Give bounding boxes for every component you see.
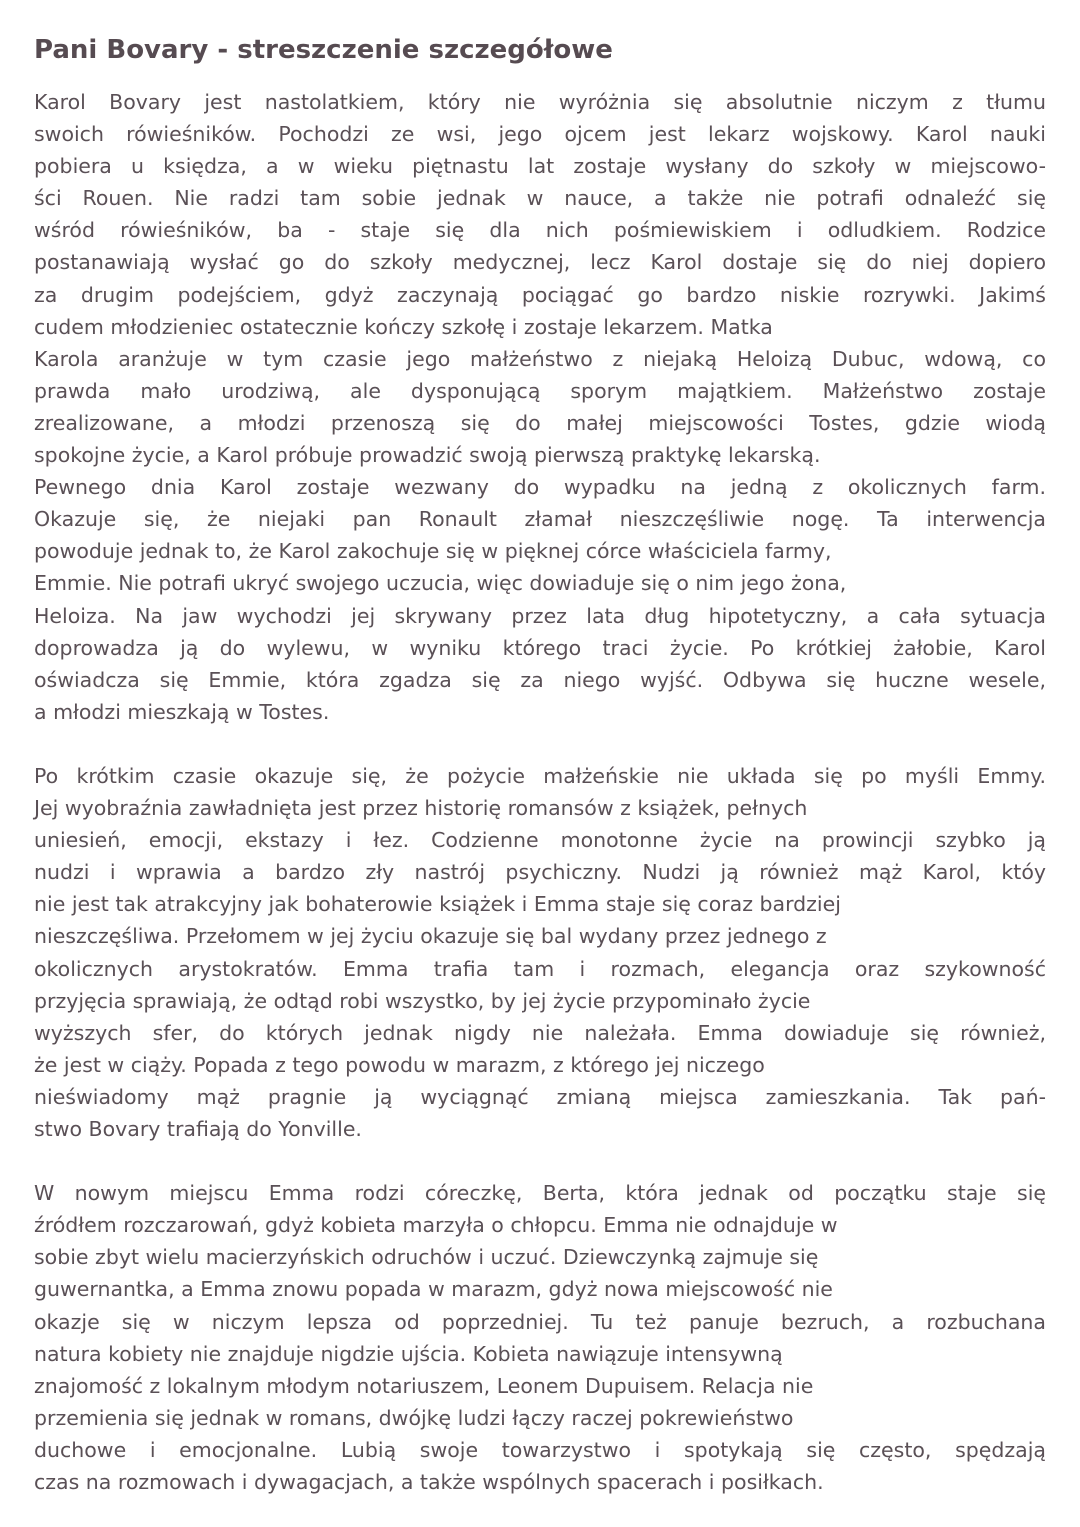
document-body: [34, 86, 1046, 1498]
text-line: prawda mało urodziwą, ale dysponującą sporym majątkiem. Małżeństwo zostaje: [34, 378, 1046, 403]
text-line: Po krótkim czasie okazuje się, że pożycie małżeńskie nie układa się po myśli Emmy.: [34, 763, 1046, 788]
text-line: wśród rówieśników, ba - staje się dla nich pośmiewiskiem i odludkiem. Rodzice: [34, 218, 1046, 243]
text-line: przyjęcia sprawiają, że odtąd robi wszystko, by jej życie przypominało życie: [34, 988, 811, 1013]
text-line: natura kobiety nie znajduje nigdzie ujścia. Kobieta nawiązuje intensywną: [34, 1341, 783, 1366]
text-line: nudzi i wprawia a bardzo zły nastrój psychiczny. Nudzi ją również mąż Karol, któy: [34, 860, 1046, 885]
text-line: czas na rozmowach i dywagacjach, a także wspólnych spacerach i posiłkach.: [34, 1470, 824, 1495]
paragraph-break: [34, 1145, 1046, 1177]
paragraph-break: [34, 728, 1046, 760]
text-line: że jest w ciąży. Popada z tego powodu w marazm, z którego jej niczego: [34, 1052, 765, 1077]
text-line: wyższych sfer, do których jednak nigdy nie należała. Emma dowiaduje się również,: [34, 1020, 1046, 1045]
text-line: za drugim podejściem, gdyż zaczynają pociągać go bardzo niskie rozrywki. Jakimś: [34, 282, 1046, 307]
document-page: [34, 30, 1046, 1498]
text-line: zrealizowane, a młodzi przenoszą się do małej miejscowości Tostes, gdzie wiodą: [34, 410, 1046, 435]
text-line: Emmie. Nie potrafi ukryć swojego uczucia, więc dowiaduje się o nim jego żona,: [34, 571, 847, 596]
text-line: swoich rówieśników. Pochodzi ze wsi, jego ojcem jest lekarz wojskowy. Karol nauki: [34, 122, 1046, 147]
text-line: powoduje jednak to, że Karol zakochuje się w pięknej córce właściciela farmy,: [34, 539, 832, 564]
text-line: Okazuje się, że niejaki pan Ronault złamał nieszczęśliwie nogę. Ta interwencja: [34, 507, 1046, 532]
text-line: postanawiają wysłać go do szkoły medycznej, lecz Karol dostaje się do niej dopiero: [34, 250, 1046, 275]
text-line: a młodzi mieszkają w Tostes.: [34, 699, 330, 724]
text-line: źródłem rozczarowań, gdyż kobieta marzyła o chłopcu. Emma nie odnajduje w: [34, 1213, 838, 1238]
text-line: guwernantka, a Emma znowu popada w marazm, gdyż nowa miejscowość nie: [34, 1277, 833, 1302]
text-line: przemienia się jednak w romans, dwójkę ludzi łączy raczej pokrewieństwo: [34, 1405, 794, 1430]
text-line: sobie zbyt wielu macierzyńskich odruchów i uczuć. Dziewczynką zajmuje się: [34, 1245, 819, 1270]
text-line: nieszczęśliwa. Przełomem w jej życiu okazuje się bal wydany przez jednego z: [34, 924, 827, 949]
text-line: oświadcza się Emmie, która zgadza się za niego wyjść. Odbywa się huczne wesele,: [34, 667, 1046, 692]
text-line: W nowym miejscu Emma rodzi córeczkę, Berta, która jednak od początku staje się: [34, 1181, 1046, 1206]
text-line: duchowe i emocjonalne. Lubią swoje towarzystwo i spotykają się często, spędzają: [34, 1437, 1046, 1462]
text-line: doprowadza ją do wylewu, w wyniku którego traci życie. Po krótkiej żałobie, Karol: [34, 635, 1046, 660]
text-line: Karol Bovary jest nastolatkiem, który nie wyróżnia się absolutnie niczym z tłumu: [34, 90, 1046, 114]
text-line: spokojne życie, a Karol próbuje prowadzić swoją pierwszą praktykę lekarską.: [34, 443, 821, 468]
text-line: pobiera u księdza, a w wieku piętnastu lat zostaje wysłany do szkoły w miejscowo-: [34, 154, 1046, 179]
text-line: ści Rouen. Nie radzi tam sobie jednak w nauce, a także nie potrafi odnaleźć się: [34, 186, 1046, 211]
text-line: Karola aranżuje w tym czasie jego małżeństwo z niejaką Heloizą Dubuc, wdową, co: [34, 346, 1046, 371]
text-line: Heloiza. Na jaw wychodzi jej skrywany przez lata dług hipotetyczny, a cała sytuacja: [34, 603, 1046, 628]
text-line: okazje się w niczym lepsza od poprzedniej. Tu też panuje bezruch, a rozbuchana: [34, 1309, 1046, 1334]
text-line: nieświadomy mąż pragnie ją wyciągnąć zmianą miejsca zamieszkania. Tak pań-: [34, 1084, 1046, 1109]
text-line: cudem młodzieniec ostatecznie kończy szkołę i zostaje lekarzem. Matka: [34, 314, 773, 339]
text-line: Jej wyobraźnia zawładnięta jest przez historię romansów z książek, pełnych: [34, 796, 808, 821]
document-title: Pani Bovary - streszczenie szczegółowe: [34, 35, 613, 65]
text-line: okolicznych arystokratów. Emma trafia tam i rozmach, elegancja oraz szykowność: [34, 956, 1046, 981]
text-line: Pewnego dnia Karol zostaje wezwany do wypadku na jedną z okolicznych farm.: [34, 475, 1046, 500]
text-line: znajomość z lokalnym młodym notariuszem, Leonem Dupuisem. Relacja nie: [34, 1373, 814, 1398]
text-line: uniesień, emocji, ekstazy i łez. Codzienne monotonne życie na prowincji szybko ją: [34, 828, 1046, 853]
text-line: stwo Bovary trafiają do Yonville.: [34, 1117, 362, 1141]
text-line: nie jest tak atrakcyjny jak bohaterowie książek i Emma staje się coraz bardziej: [34, 892, 841, 917]
